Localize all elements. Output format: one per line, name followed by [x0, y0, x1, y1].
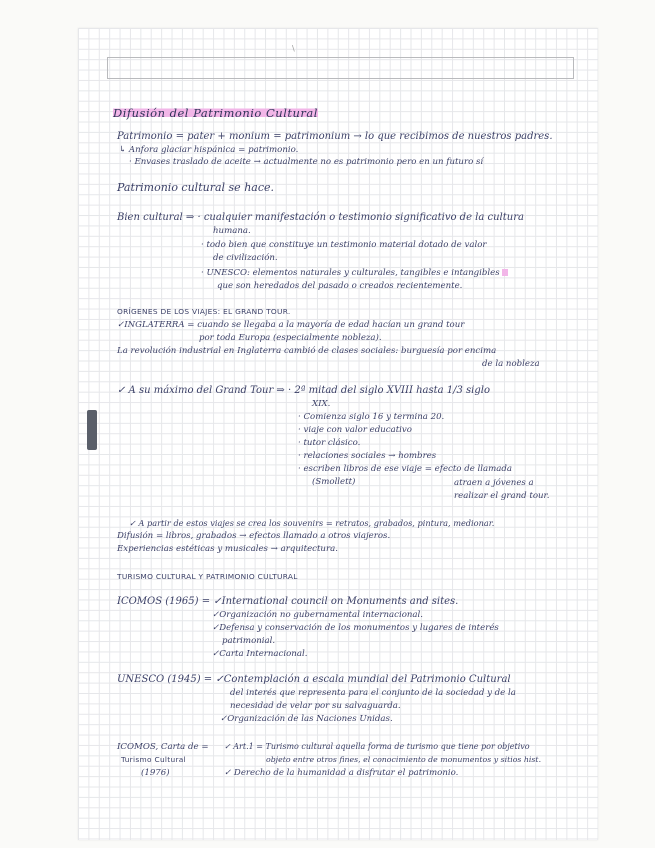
note-line: · relaciones sociales → hombres: [298, 451, 437, 461]
note-line: · todo bien que constituye un testimonio material dotado de valor: [201, 240, 487, 250]
note-line: ICOMOS, Carta de =: [117, 742, 209, 752]
note-line: (1976): [141, 768, 170, 778]
note-line: · tutor clásico.: [298, 438, 361, 448]
note-line: ↳ Anfora glaciar hispánica = patrimonio.: [119, 145, 299, 155]
note-line: (Smollett): [312, 477, 356, 487]
note-line: · Envases traslado de aceite → actualmente no es patrimonio pero en un futuro sí: [129, 157, 484, 167]
note-line: · Comienza siglo 16 y termina 20.: [298, 412, 445, 422]
note-line: ✓Organización no gubernamental internacional.: [212, 610, 424, 620]
note-line: Bien cultural ⇒ · cualquier manifestación o testimonio significativo de la cultura: [117, 212, 524, 223]
note-line: necesidad de velar por su salvaguarda.: [230, 701, 401, 711]
side-tab: [87, 410, 97, 450]
note-line: ✓Carta Internacional.: [212, 649, 308, 659]
page-title: Difusión del Patrimonio Cultural: [113, 106, 318, 120]
note-line: ICOMOS (1965) = ✓International council on Monuments and sites.: [117, 596, 459, 607]
page-mark: \: [292, 44, 295, 53]
note-line: La revolución industrial en Inglaterra cambió de clases sociales: burguesía por encima: [117, 346, 497, 356]
note-line: por toda Europa (especialmente nobleza).: [199, 333, 382, 343]
note-line: de la nobleza: [482, 359, 540, 369]
note-line: ✓Defensa y conservación de los monumentos y lugares de interés: [212, 623, 499, 633]
note-line: · viaje con valor educativo: [298, 425, 412, 435]
highlight-mark: [502, 269, 508, 276]
note-line: que son heredados del pasado o creados recientemente.: [217, 281, 463, 291]
note-line: realizar el grand tour.: [454, 491, 550, 501]
note-line: objeto entre otros fines, el conocimiento de monumentos y sitios hist.: [266, 755, 542, 764]
note-line: UNESCO (1945) = ✓Contemplación a escala mundial del Patrimonio Cultural: [117, 674, 511, 685]
note-line: Turismo Cultural: [121, 755, 186, 764]
note-line: XIX.: [312, 399, 331, 409]
note-line: ✓ Art.1 = Turismo cultural aquella forma de turismo que tiene por objetivo: [224, 742, 530, 751]
note-line: Patrimonio cultural se hace.: [117, 181, 274, 194]
note-line: humana.: [213, 226, 251, 236]
note-line: ✓ A partir de estos viajes se crea los souvenirs = retratos, grabados, pintura, medionar.: [129, 518, 495, 528]
section-heading: ORÍGENES DE LOS VIAJES: EL GRAND TOUR.: [117, 307, 291, 316]
note-line: patrimonial.: [222, 636, 276, 646]
note-line: de civilización.: [213, 253, 278, 263]
note-line: Difusión = libros, grabados → efectos llamado a otros viajeros.: [117, 531, 391, 541]
header-box: [107, 57, 574, 79]
note-line: ✓Organización de las Naciones Unidas.: [220, 714, 393, 724]
note-line: · escriben libros de ese viaje = efecto de llamada: [298, 464, 513, 474]
title-highlight: [113, 102, 318, 120]
note-line: Patrimonio = pater + monium = patrimonium → lo que recibimos de nuestros padres.: [117, 131, 553, 142]
note-text: · UNESCO: elementos naturales y culturales, tangibles e intangibles: [201, 268, 500, 278]
note-line: atraen a jóvenes a: [454, 478, 534, 488]
note-line: Experiencias estéticas y musicales → arquitectura.: [117, 544, 338, 554]
note-line: del interés que representa para el conjunto de la sociedad y de la: [230, 688, 516, 698]
note-line: ✓ A su máximo del Grand Tour ⇒ · 2ª mitad del siglo XVIII hasta 1/3 siglo: [117, 385, 490, 396]
note-line: ✓INGLATERRA = cuando se llegaba a la mayoría de edad hacían un grand tour: [117, 320, 465, 330]
section-heading: TURISMO CULTURAL Y PATRIMONIO CULTURAL: [117, 572, 298, 581]
note-line: [201, 268, 508, 278]
note-line: ✓ Derecho de la humanidad a disfrutar el patrimonio.: [224, 768, 459, 778]
